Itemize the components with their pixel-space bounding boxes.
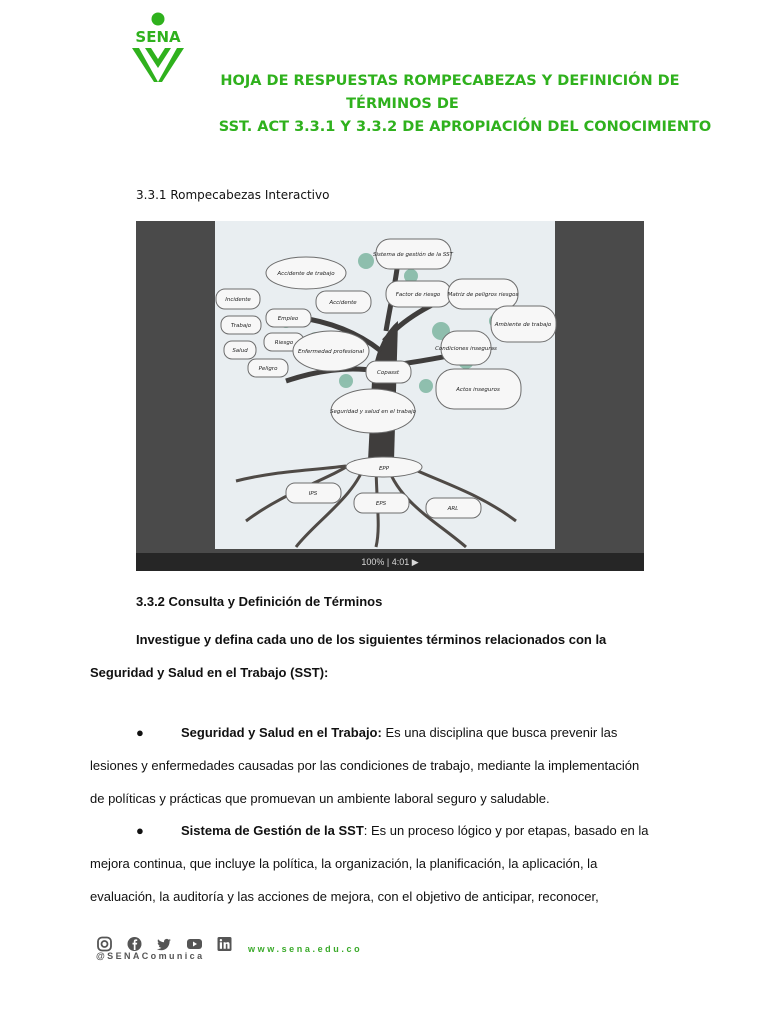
term-definition-line: mejora continua, que incluye la política, la organización, la planificación, la aplicación, la bbox=[90, 856, 598, 871]
puzzle-label-enfermedad: Enfermedad profesional bbox=[298, 349, 364, 355]
title-line-3: SST. ACT 3.3.1 Y 3.3.2 DE APROPIACIÓN DEL CONOCIMIENTO bbox=[218, 119, 712, 135]
puzzle-label-trabajo: Trabajo bbox=[230, 323, 252, 329]
puzzle-image bbox=[136, 221, 644, 571]
title-line-2: TÉRMINOS DE bbox=[346, 96, 459, 112]
section-2-intro bbox=[90, 623, 690, 689]
page-title bbox=[170, 70, 730, 139]
puzzle-label-condiciones: Condiciones inseguras bbox=[435, 346, 497, 352]
section-1-heading: 3.3.1 Rompecabezas Interactivo bbox=[136, 188, 330, 202]
puzzle-label-salud: Salud bbox=[232, 348, 248, 354]
term-definition-start: : Es un proceso lógico y por etapas, basado en la bbox=[363, 823, 649, 838]
puzzle-label-peligro: Peligro bbox=[258, 366, 278, 372]
puzzle-label-epp: EPP bbox=[378, 466, 390, 472]
puzzle-label-arl: ARL bbox=[447, 506, 459, 512]
puzzle-label-incidente: Incidente bbox=[225, 297, 251, 303]
linkedin-icon[interactable] bbox=[216, 936, 233, 952]
intro-line-2: Seguridad y Salud en el Trabajo (SST): bbox=[90, 665, 329, 680]
term-definition-start: Es una disciplina que busca prevenir las bbox=[381, 725, 618, 740]
video-player-bar[interactable] bbox=[136, 553, 644, 571]
puzzle-label-sistema: Sistema de gestión de la SST bbox=[373, 252, 453, 258]
social-handle: @SENAComunica bbox=[96, 951, 205, 961]
puzzle-label-accidente-trabajo: Accidente de trabajo bbox=[277, 271, 335, 277]
logo-text: SENA bbox=[135, 28, 181, 46]
bullet: ● bbox=[136, 823, 144, 838]
puzzle-label-empleo: Empleo bbox=[277, 316, 299, 322]
puzzle-label-factor: Factor de riesgo bbox=[395, 292, 441, 298]
play-time[interactable]: 4:01 ▶ bbox=[391, 557, 419, 567]
puzzle-label-ips: IPS bbox=[308, 491, 318, 497]
term-definition-line: evaluación, la auditoría y las acciones de mejora, con el objetivo de anticipar, reconocer, bbox=[90, 889, 599, 904]
footer bbox=[96, 936, 416, 966]
puzzle-label-matriz: Matriz de peligros riesgos bbox=[447, 292, 519, 298]
facebook-icon[interactable] bbox=[126, 936, 143, 952]
bullet: ● bbox=[136, 725, 144, 740]
puzzle-label-seguridad: Seguridad y salud en el trabajo bbox=[329, 409, 417, 415]
puzzle-label-accidente: Accidente bbox=[329, 300, 357, 306]
player-separator: | bbox=[386, 557, 390, 567]
instagram-icon[interactable] bbox=[96, 936, 113, 952]
title-line-1: HOJA DE RESPUESTAS ROMPECABEZAS Y DEFINICIÓN DE bbox=[220, 73, 680, 89]
term-name: Seguridad y Salud en el Trabajo: bbox=[181, 725, 382, 740]
website-link[interactable]: www.sena.edu.co bbox=[248, 944, 363, 954]
term-item-sistema bbox=[90, 814, 690, 913]
puzzle-label-copasst: Copasst bbox=[377, 370, 399, 376]
term-name: Sistema de Gestión de la SST bbox=[181, 823, 364, 838]
puzzle-tree bbox=[136, 221, 644, 553]
puzzle-label-eps: EPS bbox=[375, 501, 387, 507]
zoom-level: 100% bbox=[361, 557, 385, 567]
youtube-icon[interactable] bbox=[186, 936, 203, 952]
puzzle-label-ambiente: Ambiente de trabajo bbox=[494, 322, 552, 328]
puzzle-label-riesgo: Riesgo bbox=[274, 340, 294, 346]
term-item-seguridad bbox=[90, 716, 690, 815]
term-definition-line: lesiones y enfermedades causadas por las condiciones de trabajo, mediante la implementación bbox=[90, 758, 640, 773]
term-definition-line: de políticas y prácticas que promuevan un ambiente laboral seguro y saludable. bbox=[90, 791, 550, 806]
puzzle-label-actos: Actos inseguros bbox=[456, 387, 500, 393]
intro-line-1: Investigue y defina cada uno de los siguientes términos relacionados con la bbox=[136, 632, 607, 647]
section-2-heading: 3.3.2 Consulta y Definición de Términos bbox=[136, 594, 383, 609]
twitter-icon[interactable] bbox=[156, 936, 173, 952]
